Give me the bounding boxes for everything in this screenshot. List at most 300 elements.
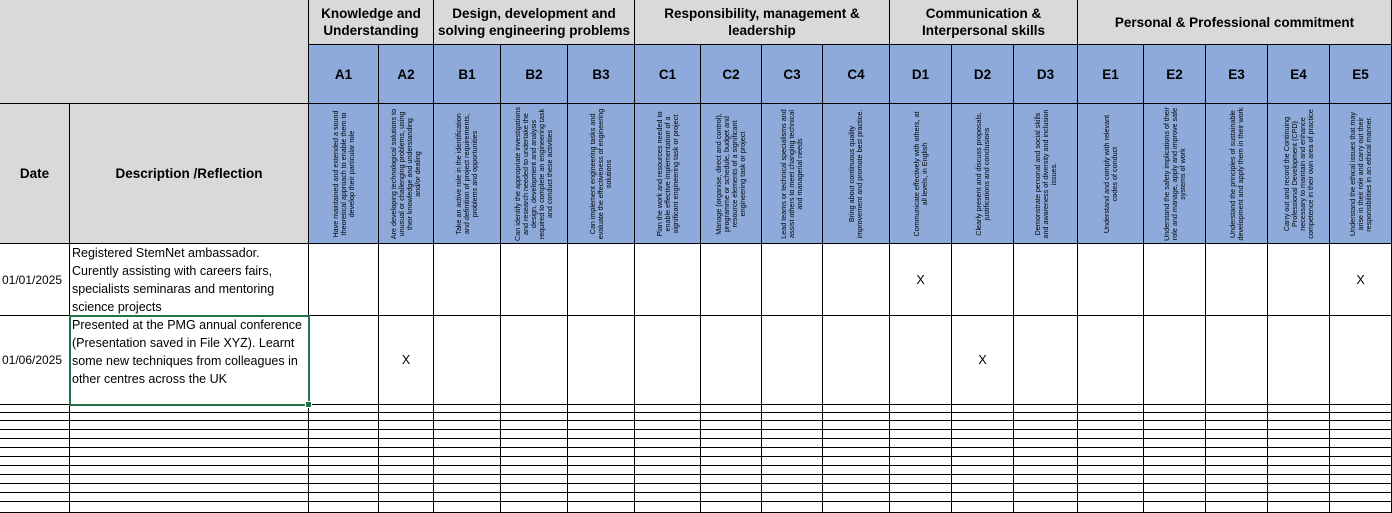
group-header[interactable]: Personal & Professional commitment [1078,0,1392,45]
competency-code-a2[interactable]: A2 [379,45,434,104]
empty-cell[interactable] [1268,439,1330,448]
empty-cell[interactable] [952,430,1014,439]
empty-cell[interactable] [823,413,890,421]
empty-cell[interactable] [1268,475,1330,484]
empty-cell[interactable] [501,421,568,430]
entry-mark-c4[interactable] [823,316,890,405]
empty-cell[interactable] [70,457,309,466]
competency-code-c4[interactable]: C4 [823,45,890,104]
empty-cell[interactable] [635,448,701,457]
competency-code-e4[interactable]: E4 [1268,45,1330,104]
empty-cell[interactable] [1144,457,1206,466]
empty-cell[interactable] [1268,448,1330,457]
empty-cell[interactable] [890,448,952,457]
empty-cell[interactable] [434,466,501,475]
empty-cell[interactable] [952,405,1014,413]
empty-cell[interactable] [890,413,952,421]
empty-cell[interactable] [379,405,434,413]
entry-mark-e4[interactable] [1268,316,1330,405]
empty-cell[interactable] [1014,405,1078,413]
entry-mark-d2[interactable]: X [952,316,1014,405]
empty-cell[interactable] [635,413,701,421]
empty-cell[interactable] [70,502,309,513]
empty-cell[interactable] [952,413,1014,421]
entry-mark-c2[interactable] [701,316,762,405]
empty-cell[interactable] [501,405,568,413]
entry-mark-e4[interactable] [1268,244,1330,316]
empty-cell[interactable] [0,413,70,421]
empty-cell[interactable] [70,493,309,502]
empty-cell[interactable] [309,421,379,430]
empty-cell[interactable] [823,475,890,484]
competency-description-c3[interactable] [762,104,823,244]
header-blank-area[interactable] [0,0,309,104]
entry-mark-e5[interactable] [1330,316,1392,405]
empty-cell[interactable] [1206,421,1268,430]
competency-description-b3[interactable] [568,104,635,244]
empty-cell[interactable] [823,405,890,413]
group-header[interactable]: Design, development and solving engineering problems [434,0,635,45]
empty-cell[interactable] [434,475,501,484]
empty-cell[interactable] [890,502,952,513]
empty-cell[interactable] [568,475,635,484]
empty-cell[interactable] [0,448,70,457]
empty-cell[interactable] [1330,493,1392,502]
empty-cell[interactable] [1014,421,1078,430]
empty-cell[interactable] [379,439,434,448]
empty-cell[interactable] [309,493,379,502]
empty-cell[interactable] [501,448,568,457]
empty-cell[interactable] [1268,484,1330,493]
empty-cell[interactable] [568,484,635,493]
empty-cell[interactable] [568,448,635,457]
empty-cell[interactable] [568,457,635,466]
empty-cell[interactable] [1014,466,1078,475]
entry-mark-d1[interactable]: X [890,244,952,316]
empty-cell[interactable] [952,466,1014,475]
entry-mark-b3[interactable] [568,244,635,316]
empty-cell[interactable] [823,457,890,466]
empty-cell[interactable] [1078,484,1144,493]
empty-cell[interactable] [434,405,501,413]
empty-cell[interactable] [70,421,309,430]
empty-cell[interactable] [568,413,635,421]
entry-mark-e2[interactable] [1144,244,1206,316]
empty-cell[interactable] [0,502,70,513]
competency-description-b1[interactable] [434,104,501,244]
entry-mark-e1[interactable] [1078,316,1144,405]
empty-cell[interactable] [952,484,1014,493]
empty-cell[interactable] [70,475,309,484]
empty-cell[interactable] [1330,502,1392,513]
entry-mark-e2[interactable] [1144,316,1206,405]
empty-cell[interactable] [568,430,635,439]
empty-cell[interactable] [1078,493,1144,502]
competency-code-d1[interactable]: D1 [890,45,952,104]
entry-mark-e5[interactable]: X [1330,244,1392,316]
empty-cell[interactable] [1144,430,1206,439]
empty-cell[interactable] [823,448,890,457]
empty-cell[interactable] [309,475,379,484]
empty-cell[interactable] [309,484,379,493]
competency-description-e5[interactable] [1330,104,1392,244]
empty-cell[interactable] [1144,448,1206,457]
empty-cell[interactable] [1014,484,1078,493]
empty-cell[interactable] [379,484,434,493]
empty-cell[interactable] [501,502,568,513]
empty-cell[interactable] [70,466,309,475]
empty-cell[interactable] [501,413,568,421]
entry-description[interactable]: Registered StemNet ambassador. Curently assisting with careers fairs, specialists seminaras and mentoring science projects [70,244,309,316]
empty-cell[interactable] [70,405,309,413]
empty-cell[interactable] [1014,448,1078,457]
empty-cell[interactable] [762,439,823,448]
entry-mark-a1[interactable] [309,316,379,405]
empty-cell[interactable] [434,493,501,502]
empty-cell[interactable] [1014,413,1078,421]
empty-cell[interactable] [379,493,434,502]
entry-mark-c2[interactable] [701,244,762,316]
entry-date[interactable]: 01/01/2025 [0,244,70,316]
entry-description[interactable]: Presented at the PMG annual conference (Presentation saved in File XYZ). Learnt some new techniques from colleagues in other centres across the UK [70,316,309,405]
empty-cell[interactable] [309,448,379,457]
entry-mark-c1[interactable] [635,244,701,316]
empty-cell[interactable] [434,484,501,493]
empty-cell[interactable] [952,457,1014,466]
empty-cell[interactable] [1144,466,1206,475]
empty-cell[interactable] [762,430,823,439]
empty-cell[interactable] [635,502,701,513]
empty-cell[interactable] [568,502,635,513]
entry-mark-a2[interactable] [379,244,434,316]
entry-mark-d3[interactable] [1014,244,1078,316]
empty-cell[interactable] [501,466,568,475]
empty-cell[interactable] [952,439,1014,448]
empty-cell[interactable] [1206,413,1268,421]
competency-code-c3[interactable]: C3 [762,45,823,104]
empty-cell[interactable] [1206,430,1268,439]
entry-mark-d3[interactable] [1014,316,1078,405]
empty-cell[interactable] [1144,439,1206,448]
group-header[interactable]: Knowledge and Understanding [309,0,434,45]
empty-cell[interactable] [434,430,501,439]
empty-cell[interactable] [701,439,762,448]
empty-cell[interactable] [309,430,379,439]
empty-cell[interactable] [1014,439,1078,448]
empty-cell[interactable] [70,413,309,421]
empty-cell[interactable] [890,430,952,439]
empty-cell[interactable] [1078,413,1144,421]
description-column-header[interactable]: Description /Reflection [70,104,309,244]
empty-cell[interactable] [635,484,701,493]
empty-cell[interactable] [635,475,701,484]
competency-code-c2[interactable]: C2 [701,45,762,104]
empty-cell[interactable] [568,405,635,413]
group-header[interactable]: Communication & Interpersonal skills [890,0,1078,45]
empty-cell[interactable] [635,493,701,502]
empty-cell[interactable] [0,430,70,439]
empty-cell[interactable] [379,421,434,430]
entry-mark-c4[interactable] [823,244,890,316]
empty-cell[interactable] [1330,457,1392,466]
empty-cell[interactable] [1078,430,1144,439]
empty-cell[interactable] [1078,475,1144,484]
competency-description-c2[interactable] [701,104,762,244]
competency-description-e1[interactable] [1078,104,1144,244]
empty-cell[interactable] [1330,484,1392,493]
empty-cell[interactable] [1206,493,1268,502]
competency-description-d2[interactable] [952,104,1014,244]
empty-cell[interactable] [1268,466,1330,475]
fill-handle[interactable] [305,401,312,408]
empty-cell[interactable] [1206,502,1268,513]
empty-cell[interactable] [379,502,434,513]
empty-cell[interactable] [952,421,1014,430]
entry-mark-c1[interactable] [635,316,701,405]
date-column-header[interactable]: Date [0,104,70,244]
competency-code-e3[interactable]: E3 [1206,45,1268,104]
empty-cell[interactable] [635,430,701,439]
empty-cell[interactable] [379,475,434,484]
empty-cell[interactable] [568,421,635,430]
empty-cell[interactable] [701,493,762,502]
empty-cell[interactable] [1014,457,1078,466]
empty-cell[interactable] [1206,466,1268,475]
empty-cell[interactable] [890,466,952,475]
empty-cell[interactable] [1330,466,1392,475]
empty-cell[interactable] [701,448,762,457]
empty-cell[interactable] [823,421,890,430]
empty-cell[interactable] [0,421,70,430]
empty-cell[interactable] [762,466,823,475]
empty-cell[interactable] [762,413,823,421]
entry-mark-e1[interactable] [1078,244,1144,316]
empty-cell[interactable] [379,457,434,466]
empty-cell[interactable] [635,466,701,475]
empty-cell[interactable] [434,413,501,421]
empty-cell[interactable] [70,439,309,448]
empty-cell[interactable] [1206,484,1268,493]
empty-cell[interactable] [1078,439,1144,448]
empty-cell[interactable] [1078,405,1144,413]
empty-cell[interactable] [1078,448,1144,457]
empty-cell[interactable] [701,413,762,421]
empty-cell[interactable] [1144,421,1206,430]
competency-description-a2[interactable] [379,104,434,244]
empty-cell[interactable] [762,484,823,493]
empty-cell[interactable] [823,484,890,493]
empty-cell[interactable] [1014,430,1078,439]
empty-cell[interactable] [890,439,952,448]
empty-cell[interactable] [952,502,1014,513]
empty-cell[interactable] [379,430,434,439]
empty-cell[interactable] [1014,475,1078,484]
competency-code-b3[interactable]: B3 [568,45,635,104]
empty-cell[interactable] [701,484,762,493]
empty-cell[interactable] [762,475,823,484]
empty-cell[interactable] [890,421,952,430]
empty-cell[interactable] [635,421,701,430]
competency-description-e2[interactable] [1144,104,1206,244]
empty-cell[interactable] [434,421,501,430]
empty-cell[interactable] [309,502,379,513]
empty-cell[interactable] [701,502,762,513]
empty-cell[interactable] [434,502,501,513]
empty-cell[interactable] [823,439,890,448]
empty-cell[interactable] [1144,484,1206,493]
empty-cell[interactable] [1268,421,1330,430]
empty-cell[interactable] [501,439,568,448]
empty-cell[interactable] [1078,502,1144,513]
empty-cell[interactable] [0,466,70,475]
empty-cell[interactable] [823,430,890,439]
entry-date[interactable]: 01/06/2025 [0,316,70,405]
competency-description-e4[interactable] [1268,104,1330,244]
entry-mark-a2[interactable]: X [379,316,434,405]
empty-cell[interactable] [501,430,568,439]
empty-cell[interactable] [1330,430,1392,439]
empty-cell[interactable] [1330,405,1392,413]
competency-code-e5[interactable]: E5 [1330,45,1392,104]
empty-cell[interactable] [309,457,379,466]
empty-cell[interactable] [1330,475,1392,484]
empty-cell[interactable] [890,475,952,484]
empty-cell[interactable] [1206,439,1268,448]
empty-cell[interactable] [0,439,70,448]
empty-cell[interactable] [1144,405,1206,413]
empty-cell[interactable] [1078,466,1144,475]
empty-cell[interactable] [434,448,501,457]
entry-mark-b2[interactable] [501,244,568,316]
empty-cell[interactable] [501,493,568,502]
empty-cell[interactable] [890,484,952,493]
empty-cell[interactable] [1330,413,1392,421]
competency-description-e3[interactable] [1206,104,1268,244]
competency-code-c1[interactable]: C1 [635,45,701,104]
empty-cell[interactable] [379,466,434,475]
empty-cell[interactable] [70,448,309,457]
empty-cell[interactable] [701,466,762,475]
empty-cell[interactable] [823,466,890,475]
empty-cell[interactable] [762,405,823,413]
entry-mark-b3[interactable] [568,316,635,405]
entry-mark-c3[interactable] [762,244,823,316]
empty-cell[interactable] [762,457,823,466]
empty-cell[interactable] [762,421,823,430]
empty-cell[interactable] [1014,493,1078,502]
empty-cell[interactable] [952,475,1014,484]
empty-cell[interactable] [890,405,952,413]
empty-cell[interactable] [70,430,309,439]
competency-code-e2[interactable]: E2 [1144,45,1206,104]
empty-cell[interactable] [701,405,762,413]
empty-cell[interactable] [1078,421,1144,430]
competency-code-b1[interactable]: B1 [434,45,501,104]
empty-cell[interactable] [309,405,379,413]
empty-cell[interactable] [1330,421,1392,430]
empty-cell[interactable] [1144,493,1206,502]
empty-cell[interactable] [1268,457,1330,466]
empty-cell[interactable] [379,448,434,457]
empty-cell[interactable] [1268,430,1330,439]
empty-cell[interactable] [890,493,952,502]
empty-cell[interactable] [701,430,762,439]
entry-mark-b2[interactable] [501,316,568,405]
empty-cell[interactable] [701,475,762,484]
empty-cell[interactable] [701,421,762,430]
empty-cell[interactable] [309,413,379,421]
entry-mark-b1[interactable] [434,244,501,316]
competency-description-b2[interactable] [501,104,568,244]
entry-mark-d2[interactable] [952,244,1014,316]
empty-cell[interactable] [823,502,890,513]
empty-cell[interactable] [952,493,1014,502]
empty-cell[interactable] [890,457,952,466]
empty-cell[interactable] [501,475,568,484]
entry-mark-e3[interactable] [1206,244,1268,316]
empty-cell[interactable] [762,502,823,513]
empty-cell[interactable] [309,466,379,475]
group-header[interactable]: Responsibility, management & leadership [635,0,890,45]
empty-cell[interactable] [1206,475,1268,484]
empty-cell[interactable] [501,457,568,466]
empty-cell[interactable] [1206,405,1268,413]
entry-mark-e3[interactable] [1206,316,1268,405]
empty-cell[interactable] [379,413,434,421]
empty-cell[interactable] [1206,457,1268,466]
empty-cell[interactable] [635,405,701,413]
empty-cell[interactable] [1330,439,1392,448]
entry-mark-c3[interactable] [762,316,823,405]
empty-cell[interactable] [1268,493,1330,502]
empty-cell[interactable] [1206,448,1268,457]
competency-code-d3[interactable]: D3 [1014,45,1078,104]
competency-description-c1[interactable] [635,104,701,244]
empty-cell[interactable] [0,457,70,466]
empty-cell[interactable] [568,439,635,448]
empty-cell[interactable] [823,493,890,502]
empty-cell[interactable] [0,475,70,484]
empty-cell[interactable] [1268,502,1330,513]
empty-cell[interactable] [952,448,1014,457]
competency-description-d3[interactable] [1014,104,1078,244]
empty-cell[interactable] [0,493,70,502]
empty-cell[interactable] [309,439,379,448]
entry-mark-a1[interactable] [309,244,379,316]
empty-cell[interactable] [434,439,501,448]
empty-cell[interactable] [762,448,823,457]
entry-mark-b1[interactable] [434,316,501,405]
entry-mark-d1[interactable] [890,316,952,405]
empty-cell[interactable] [1268,405,1330,413]
empty-cell[interactable] [1144,502,1206,513]
empty-cell[interactable] [70,484,309,493]
empty-cell[interactable] [0,484,70,493]
empty-cell[interactable] [635,439,701,448]
empty-cell[interactable] [568,493,635,502]
empty-cell[interactable] [762,493,823,502]
competency-description-c4[interactable] [823,104,890,244]
empty-cell[interactable] [568,466,635,475]
empty-cell[interactable] [1144,413,1206,421]
empty-cell[interactable] [434,457,501,466]
competency-description-a1[interactable] [309,104,379,244]
competency-code-e1[interactable]: E1 [1078,45,1144,104]
empty-cell[interactable] [1330,448,1392,457]
empty-cell[interactable] [0,405,70,413]
empty-cell[interactable] [1144,475,1206,484]
empty-cell[interactable] [501,484,568,493]
